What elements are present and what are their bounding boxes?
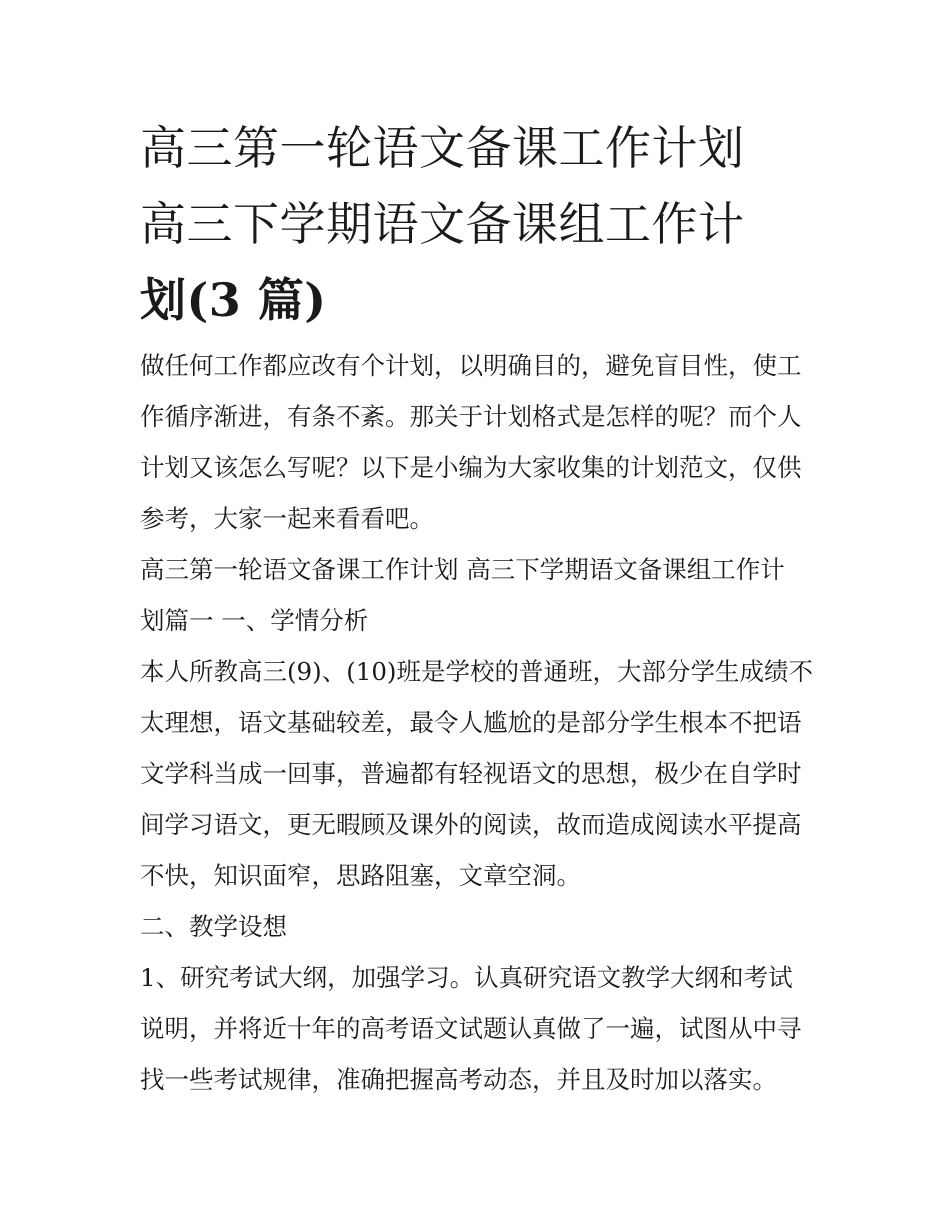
document-page [140,110,816,1105]
text-line: 二、教学设想 [140,912,287,941]
text-line: 找一些考试规律，准确把握高考动态，并且及时加以落实。 [140,1065,777,1094]
document-title [140,110,816,338]
text-line: 做任何工作都应改有个计划，以明确目的，避免盲目性，使工 [140,351,802,380]
text-line: 间学习语文，更无暇顾及课外的阅读，故而造成阅读水平提高 [140,810,802,839]
title-line: 高三第一轮语文备课工作计划 [140,121,745,175]
subheading [140,901,816,952]
text-line: 高三第一轮语文备课工作计划 高三下学期语文备课组工作计 [140,555,785,584]
text-line: 参考，大家一起来看看吧。 [140,504,434,533]
intro-paragraph [140,340,816,544]
text-line: 说明，并将近十年的高考语文试题认真做了一遍，试图从中寻 [140,1014,802,1043]
item-1-paragraph [140,952,816,1105]
section-heading [140,544,816,646]
text-line: 1、研究考试大纲，加强学习。认真研究语文教学大纲和考试 [140,963,793,992]
text-line: 文学科当成一回事，普遍都有轻视语文的思想，极少在自学时 [140,759,802,788]
text-line: 划篇一 一、学情分析 [140,606,369,635]
title-line: 划(3 篇) [140,273,327,327]
title-line: 高三下学期语文备课组工作计 [140,197,745,251]
analysis-paragraph [140,646,816,901]
text-line: 计划又该怎么写呢？以下是小编为大家收集的计划范文，仅供 [140,453,802,482]
text-line: 太理想，语文基础较差，最令人尴尬的是部分学生根本不把语 [140,708,802,737]
text-line: 不快，知识面窄，思路阻塞，文章空洞。 [140,861,581,890]
text-line: 作循序渐进，有条不紊。那关于计划格式是怎样的呢？而个人 [140,402,802,431]
text-line: 本人所教高三(9)、(10)班是学校的普通班，大部分学生成绩不 [140,657,813,686]
